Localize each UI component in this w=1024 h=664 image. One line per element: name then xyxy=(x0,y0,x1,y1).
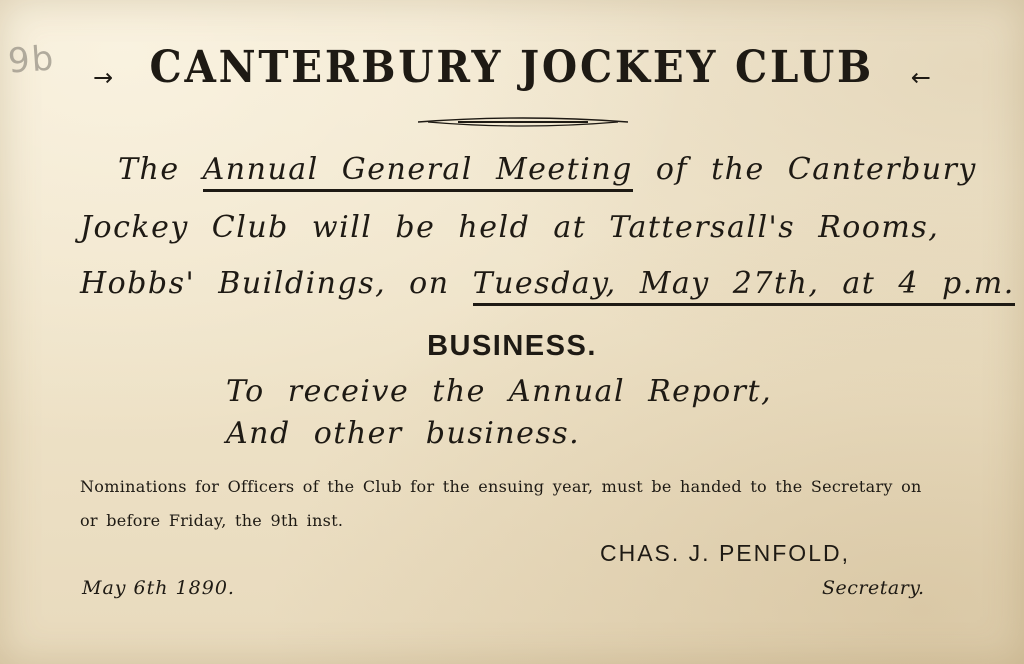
business-item-1: To receive the Annual Report, xyxy=(226,374,773,409)
decorative-divider xyxy=(418,116,628,128)
notice-line-1-start: The xyxy=(118,152,180,187)
notice-line-1-end: of the Canterbury xyxy=(655,152,977,187)
secretary-title: Secretary. xyxy=(822,577,925,599)
right-arrow-ornament: ← xyxy=(910,63,931,92)
issue-date: May 6th 1890. xyxy=(82,577,235,599)
business-item-2: And other business. xyxy=(226,416,581,451)
title-row xyxy=(0,42,1024,93)
business-heading: BUSINESS. xyxy=(427,330,597,362)
meeting-name-underlined: Annual General Meeting xyxy=(203,152,633,192)
left-arrow-ornament: → xyxy=(93,63,114,92)
meeting-date-underlined: Tuesday, May 27th, at 4 p.m. xyxy=(473,266,1015,306)
secretary-name: CHAS. J. PENFOLD, xyxy=(600,540,850,566)
notice-line-1 xyxy=(118,152,977,187)
notice-line-2: Jockey Club will be held at Tattersall's Rooms, xyxy=(80,210,940,245)
nominations-notice: Nominations for Officers of the Club for the ensuing year, must be handed to the Secretary on or before Friday, the 9th inst. xyxy=(80,477,922,530)
pencil-corner-note: 9b xyxy=(6,38,57,82)
club-title: CANTERBURY JOCKEY CLUB xyxy=(149,42,875,93)
notice-line-3-start: Hobbs' Buildings, on xyxy=(80,266,450,301)
notice-line-3 xyxy=(80,266,1015,301)
